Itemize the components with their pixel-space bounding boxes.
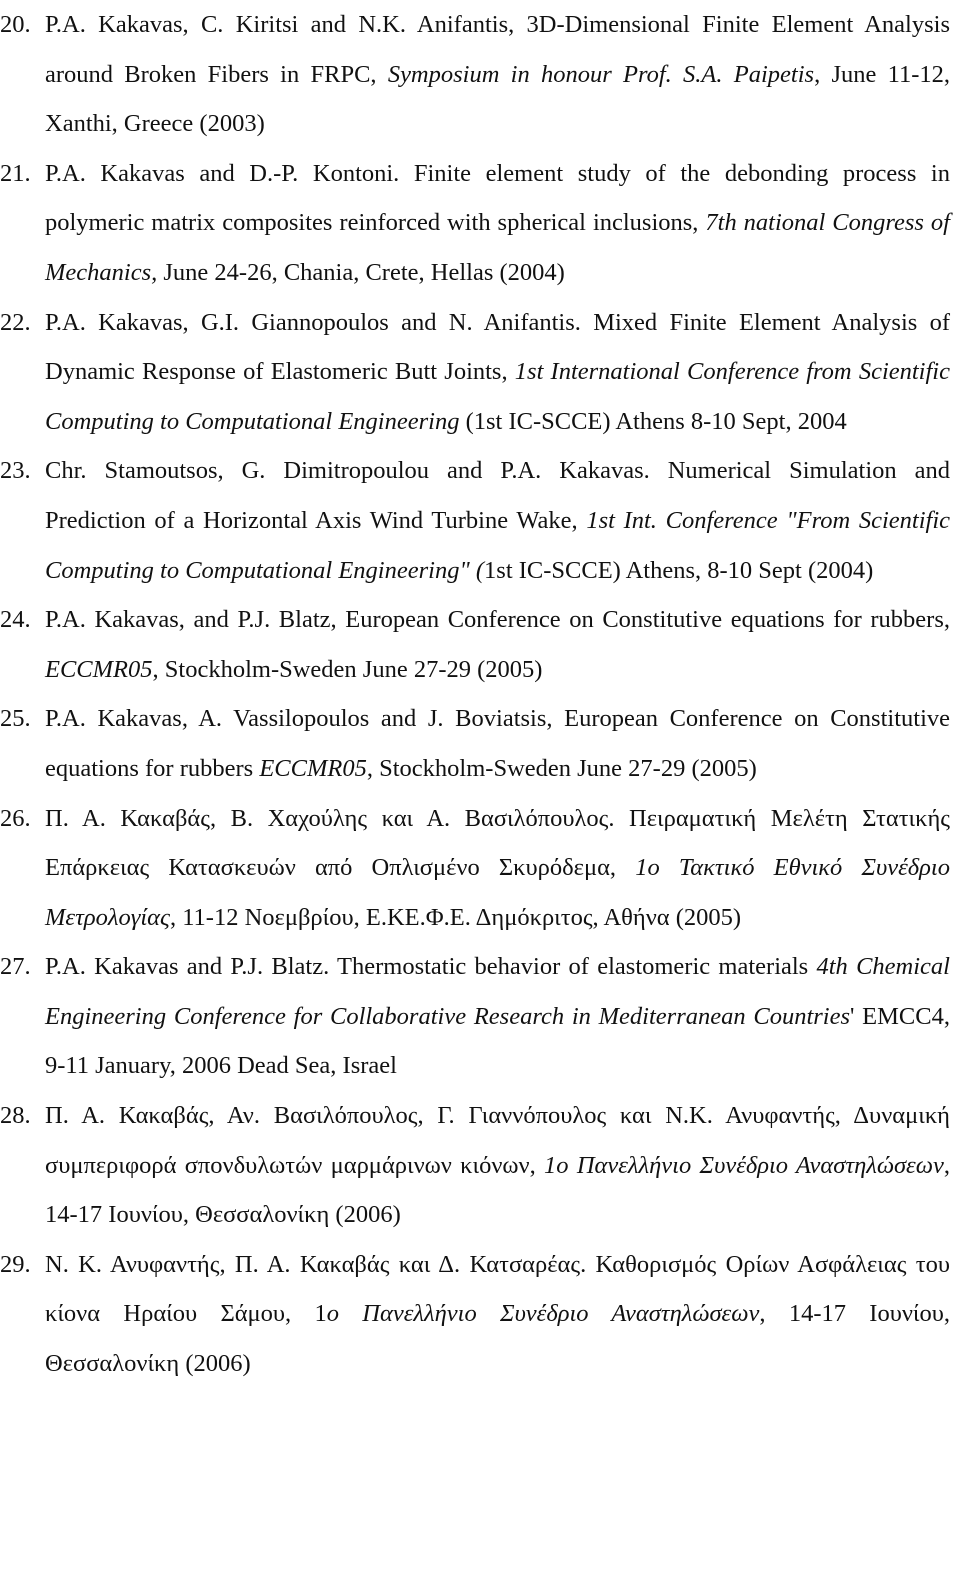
reference-text-segment-italic: ECCMR05 — [45, 655, 153, 683]
reference-item — [0, 1240, 960, 1389]
reference-item — [0, 298, 960, 447]
reference-item — [0, 149, 960, 298]
reference-text — [45, 953, 950, 1079]
reference-number: 24. — [0, 606, 31, 634]
reference-text-segment: ' EMCC4, 9-11 January, 2006 Dead Sea, Israel — [45, 1002, 950, 1080]
reference-text-segment: Π. Α. Κακαβάς, Β. Χαχούλης και Α. Βασιλόπουλος. Πειραματική Μελέτη Στατικής Επάρκειας Κατασκευών από Οπλισμένο Σκυρόδεμα, — [45, 804, 950, 882]
reference-item — [0, 942, 960, 1091]
reference-text-segment: , June 11-12, Xanthi, Greece (2003) — [45, 60, 950, 138]
reference-text-segment: , Stockholm-Sweden June 27-29 (2005) — [152, 655, 543, 683]
reference-text-segment-italic: 7th national Congress of Mechanics, — [45, 209, 950, 286]
reference-text-segment-italic: ο Πανελλήνιο Συνέδριο Αναστηλώσεων — [326, 1300, 760, 1328]
reference-text-segment: Chr. Stamoutsos, G. Dimitropoulou and P.A. Kakavas. Numerical Simulation and Prediction of a Horizontal Axis Wind Turbine Wake, — [45, 457, 950, 534]
reference-text-segment-italic: ECCMR05 — [259, 754, 367, 782]
reference-number: 27. — [0, 953, 31, 981]
reference-text — [45, 309, 950, 435]
reference-number: 29. — [0, 1250, 31, 1278]
reference-number: 23. — [0, 457, 31, 485]
reference-text — [45, 1251, 950, 1377]
reference-item — [0, 1091, 960, 1240]
reference-text-segment: , 14-17 Ιουνίου, Θεσσαλονίκη (2006) — [45, 1151, 950, 1229]
reference-text-segment: 1st IC-SCCE) Athens, 8-10 Sept (2004) — [484, 556, 874, 584]
reference-text-segment: P.A. Kakavas, A. Vassilopoulos and J. Boviatsis, European Conference on Constitutive equations for rubbers — [45, 705, 950, 782]
reference-text — [45, 457, 950, 583]
reference-text — [45, 11, 950, 137]
reference-number: 21. — [0, 159, 31, 187]
reference-number: 25. — [0, 705, 31, 733]
reference-number: 26. — [0, 804, 31, 832]
reference-text-segment: (1st IC-SCCE) Athens 8-10 Sept, 2004 — [459, 407, 847, 435]
reference-text — [45, 805, 950, 931]
reference-text-segment: P.A. Kakavas and P.J. Blatz. Thermostatic behavior of elastomeric materials — [45, 953, 817, 981]
reference-text-segment: Π. Α. Κακαβάς, Αν. Βασιλόπουλος, Γ. Γιαννόπουλος και Ν.Κ. Ανυφαντής, Δυναμική συμπεριφορά σπονδυλωτών μαρμάρινων κιόνων, — [45, 1102, 950, 1179]
reference-item — [0, 0, 960, 149]
reference-item — [0, 794, 960, 943]
reference-number: 22. — [0, 308, 31, 336]
reference-text-segment: P.A. Kakavas, C. Kiritsi and N.K. Anifantis, 3D-Dimensional Finite Element Analysis around Broken Fibers in FRPC, — [45, 11, 950, 88]
reference-text-segment: , 11-12 Νοεμβρίου, Ε.ΚΕ.Φ.Ε. Δημόκριτος, Αθήνα (2005) — [169, 903, 742, 931]
reference-text-segment: June 24-26, Chania, Crete, Hellas (2004) — [157, 258, 565, 286]
reference-text-segment-italic: 1ο Τακτικό Εθνικό Συνέδριο Μετρολογίας — [45, 854, 950, 931]
reference-text — [45, 606, 950, 683]
reference-text — [45, 1102, 950, 1228]
reference-text-segment: P.A. Kakavas and D.-P. Kontoni. Finite element study of the debonding process in polymeric matrix composites reinforced with spherical inclusions, — [45, 159, 950, 237]
reference-text-segment-italic: 4th Chemical Engineering Conference for Collaborative Research in Mediterranean Countries — [45, 953, 950, 1030]
reference-item — [0, 595, 960, 694]
reference-text-segment-italic: 1st International Conference from Scientific Computing to Computational Engineering — [45, 358, 950, 435]
reference-text — [45, 160, 950, 286]
reference-text-segment-italic: Symposium in honour Prof. S.A. Paipetis — [387, 60, 815, 88]
reference-text-segment: P.A. Kakavas, and P.J. Blatz, European Conference on Constitutive equations for rubbers, — [45, 606, 950, 634]
reference-text-segment: , 14-17 Ιουνίου, Θεσσαλονίκη (2006) — [45, 1300, 951, 1378]
reference-text — [45, 705, 950, 782]
reference-item — [0, 694, 960, 793]
reference-text-segment-italic: 1ο Πανελλήνιο Συνέδριο Αναστηλώσεων — [544, 1151, 944, 1179]
reference-text-segment: , Stockholm-Sweden June 27-29 (2005) — [366, 754, 757, 782]
reference-number: 28. — [0, 1102, 31, 1130]
reference-number: 20. — [0, 11, 31, 38]
reference-item — [0, 446, 960, 595]
reference-text-segment: Ν. Κ. Ανυφαντής, Π. Α. Κακαβάς και Δ. Κατσαρέας. Καθορισμός Ορίων Ασφάλειας του κίονα Ηραίου Σάμου, 1 — [45, 1250, 950, 1328]
reference-text-segment-italic: 1st Int. Conference "From Scientific Computing to Computational Engineering" ( — [45, 506, 950, 584]
reference-text-segment: P.A. Kakavas, G.I. Giannopoulos and N. Anifantis. Mixed Finite Element Analysis of Dynamic Response of Elastomeric Butt Joints, — [45, 308, 950, 386]
